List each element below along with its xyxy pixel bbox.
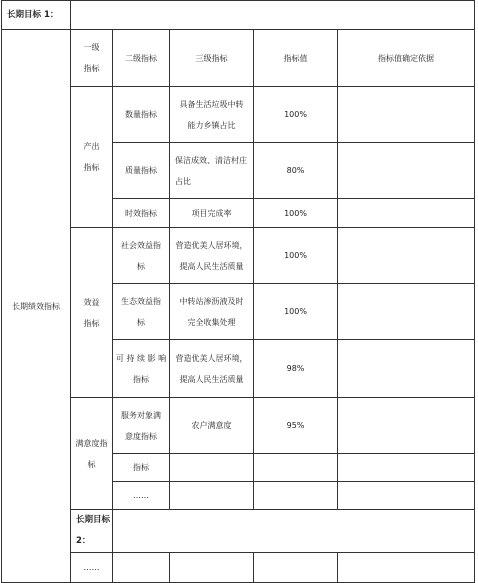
social-benefit-basis[interactable] [338,228,475,284]
eco-benefit-indicator: 生态效益指 标 [113,284,170,340]
performance-goals-table [1,0,475,583]
ellipsis-cell-3[interactable] [254,553,338,583]
timeliness-indicator-value: 100% [254,199,338,228]
satisfaction-indicator-row2: 指标 [113,454,170,482]
social-benefit-value: 100% [254,228,338,284]
sustainable-impact-basis[interactable] [338,340,475,398]
satisfaction-indicator-row3: …… [113,482,170,510]
quality-indicator: 质量指标 [113,143,170,199]
social-benefit-indicator: 社会效益指 标 [113,228,170,284]
service-satisfaction-desc: 农户满意度 [170,398,254,454]
benefit-indicator-label: 效益 指标 [71,228,113,398]
satisfaction-row3-desc[interactable] [170,482,254,510]
satisfaction-row3-value[interactable] [254,482,338,510]
header-basis: 指标值确定依据 [338,30,475,87]
sustainable-impact-desc: 营造优美人居环境， 提高人民生活质量 [170,340,254,398]
quality-indicator-basis[interactable] [338,143,475,199]
quantity-indicator-desc: 具备生活垃圾中转 能力乡镇占比 [170,87,254,143]
quality-indicator-value: 80% [254,143,338,199]
ellipsis-cell-2[interactable] [170,553,254,583]
header-level1: 一级 指标 [71,30,113,87]
header-level2: 二级指标 [113,30,170,87]
quantity-indicator-value: 100% [254,87,338,143]
service-satisfaction-indicator: 服务对象满 意度指标 [113,398,170,454]
satisfaction-row2-value[interactable] [254,454,338,482]
header-value: 指标值 [254,30,338,87]
timeliness-indicator: 时效指标 [113,199,170,228]
output-indicator-label: 产出 指标 [71,87,113,228]
timeliness-indicator-basis[interactable] [338,199,475,228]
sustainable-impact-value: 98% [254,340,338,398]
ellipsis-row-label: …… [71,553,113,583]
satisfaction-indicator-label: 满意度指 标 [71,398,113,510]
ellipsis-cell-1[interactable] [113,553,170,583]
quality-indicator-desc: 保洁成效、清洁村庄 占比 [170,143,254,199]
long-term-indicator-label: 长期绩效指标 [2,30,71,583]
timeliness-indicator-desc: 项目完成率 [170,199,254,228]
goal2-label: 长期目标 2： [71,510,113,553]
quantity-indicator-basis[interactable] [338,87,475,143]
satisfaction-row2-desc[interactable] [170,454,254,482]
satisfaction-row2-basis[interactable] [338,454,475,482]
social-benefit-desc: 营造优美人居环境， 提高人民生活质量 [170,228,254,284]
service-satisfaction-basis[interactable] [338,398,475,454]
header-level3: 三级指标 [170,30,254,87]
ellipsis-cell-4[interactable] [338,553,475,583]
satisfaction-row3-basis[interactable] [338,482,475,510]
service-satisfaction-value: 95% [254,398,338,454]
sustainable-impact-indicator: 可 持 续 影 响 指标 [113,340,170,398]
goal2-content[interactable] [113,510,475,553]
eco-benefit-basis[interactable] [338,284,475,340]
eco-benefit-value: 100% [254,284,338,340]
goal1-content[interactable] [71,1,475,30]
eco-benefit-desc: 中转站渗沥液及时 完全收集处理 [170,284,254,340]
goal1-label: 长期目标 1： [2,1,71,30]
quantity-indicator: 数量指标 [113,87,170,143]
